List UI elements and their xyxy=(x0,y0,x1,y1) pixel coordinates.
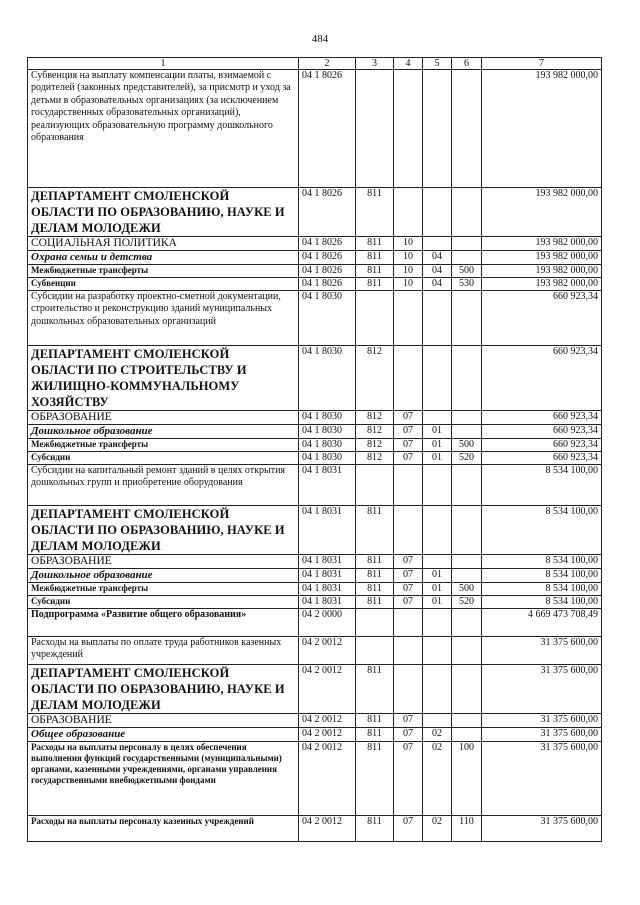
row-department-code-cell: 811 xyxy=(356,583,394,596)
table-row xyxy=(28,555,602,569)
row-target-code-cell: 04 2 0012 xyxy=(299,665,356,714)
table-row xyxy=(28,506,602,555)
row-target-code-cell: 04 1 8031 xyxy=(299,583,356,596)
row-name-cell: Субсидии xyxy=(28,596,299,609)
row-department-code-cell xyxy=(356,609,394,637)
row-section-cell xyxy=(394,665,423,714)
row-department-code-cell xyxy=(356,291,394,346)
row-section-cell xyxy=(394,637,423,665)
row-subsection-cell xyxy=(423,411,452,425)
row-amount-cell: 8 534 100,00 xyxy=(482,465,602,506)
row-amount-cell: 8 534 100,00 xyxy=(482,569,602,583)
table-row xyxy=(28,609,602,637)
table-row xyxy=(28,569,602,583)
row-name-cell: ДЕПАРТАМЕНТ СМОЛЕНСКОЙ ОБЛАСТИ ПО ОБРАЗОВАНИЮ, НАУКЕ И ДЕЛАМ МОЛОДЕЖИ xyxy=(28,506,299,555)
row-amount-cell: 31 375 600,00 xyxy=(482,714,602,728)
row-subsection-cell: 02 xyxy=(423,742,452,816)
row-amount-cell: 660 923,34 xyxy=(482,291,602,346)
row-subsection-cell xyxy=(423,70,452,188)
row-section-cell: 07 xyxy=(394,583,423,596)
row-amount-cell: 193 982 000,00 xyxy=(482,251,602,265)
row-department-code-cell: 811 xyxy=(356,569,394,583)
row-section-cell: 07 xyxy=(394,596,423,609)
row-section-cell: 07 xyxy=(394,714,423,728)
row-expense-type-cell xyxy=(452,506,482,555)
row-expense-type-cell xyxy=(452,425,482,439)
row-department-code-cell: 812 xyxy=(356,346,394,411)
row-department-code-cell xyxy=(356,637,394,665)
row-name-cell: Охрана семьи и детства xyxy=(28,251,299,265)
row-expense-type-cell xyxy=(452,637,482,665)
row-subsection-cell: 01 xyxy=(423,569,452,583)
row-expense-type-cell xyxy=(452,609,482,637)
row-section-cell: 10 xyxy=(394,237,423,251)
table-row xyxy=(28,816,602,842)
table-row xyxy=(28,742,602,816)
row-subsection-cell: 02 xyxy=(423,816,452,842)
row-amount-cell: 8 534 100,00 xyxy=(482,506,602,555)
row-department-code-cell xyxy=(356,465,394,506)
row-name-cell: Межбюджетные трансферты xyxy=(28,265,299,278)
row-target-code-cell: 04 1 8030 xyxy=(299,452,356,465)
table-row xyxy=(28,291,602,346)
row-department-code-cell: 811 xyxy=(356,506,394,555)
row-name-cell: ОБРАЗОВАНИЕ xyxy=(28,555,299,569)
row-target-code-cell: 04 2 0000 xyxy=(299,609,356,637)
row-section-cell: 07 xyxy=(394,411,423,425)
row-target-code-cell: 04 1 8030 xyxy=(299,346,356,411)
row-subsection-cell: 01 xyxy=(423,425,452,439)
row-section-cell xyxy=(394,346,423,411)
table-row xyxy=(28,265,602,278)
row-section-cell: 07 xyxy=(394,569,423,583)
row-name-cell: Субсидии на капитальный ремонт зданий в целях открытия дошкольных групп и приобретение оборудования xyxy=(28,465,299,506)
row-amount-cell: 31 375 600,00 xyxy=(482,742,602,816)
row-name-cell: СОЦИАЛЬНАЯ ПОЛИТИКА xyxy=(28,237,299,251)
row-expense-type-cell: 530 xyxy=(452,278,482,291)
row-department-code-cell: 811 xyxy=(356,728,394,742)
row-department-code-cell: 811 xyxy=(356,265,394,278)
row-name-cell: Общее образование xyxy=(28,728,299,742)
row-target-code-cell: 04 1 8030 xyxy=(299,425,356,439)
row-amount-cell: 31 375 600,00 xyxy=(482,637,602,665)
table-row xyxy=(28,452,602,465)
header-col-3: 3 xyxy=(356,58,394,70)
row-expense-type-cell xyxy=(452,714,482,728)
row-amount-cell: 660 923,34 xyxy=(482,439,602,452)
row-expense-type-cell xyxy=(452,665,482,714)
row-amount-cell: 31 375 600,00 xyxy=(482,665,602,714)
table-row xyxy=(28,278,602,291)
row-department-code-cell: 812 xyxy=(356,439,394,452)
row-amount-cell: 8 534 100,00 xyxy=(482,555,602,569)
row-expense-type-cell xyxy=(452,411,482,425)
row-amount-cell: 4 669 473 708,49 xyxy=(482,609,602,637)
row-section-cell: 07 xyxy=(394,439,423,452)
row-name-cell: ДЕПАРТАМЕНТ СМОЛЕНСКОЙ ОБЛАСТИ ПО СТРОИТЕЛЬСТВУ И ЖИЛИЩНО-КОММУНАЛЬНОМУ ХОЗЯЙСТВУ xyxy=(28,346,299,411)
header-col-2: 2 xyxy=(299,58,356,70)
row-name-cell: Расходы на выплаты персоналу в целях обеспечения выполнения функций государственными (муниципальными) органами, казенными учреждениями, органами управления государственными внебюджетными фондами xyxy=(28,742,299,816)
row-section-cell: 10 xyxy=(394,278,423,291)
row-target-code-cell: 04 1 8026 xyxy=(299,265,356,278)
header-col-1: 1 xyxy=(28,58,299,70)
row-section-cell: 07 xyxy=(394,742,423,816)
row-section-cell: 10 xyxy=(394,251,423,265)
row-section-cell xyxy=(394,70,423,188)
row-department-code-cell: 811 xyxy=(356,665,394,714)
row-target-code-cell: 04 2 0012 xyxy=(299,728,356,742)
row-target-code-cell: 04 1 8030 xyxy=(299,291,356,346)
row-target-code-cell: 04 1 8026 xyxy=(299,278,356,291)
table-row xyxy=(28,583,602,596)
row-subsection-cell: 01 xyxy=(423,583,452,596)
row-expense-type-cell: 520 xyxy=(452,596,482,609)
row-expense-type-cell xyxy=(452,291,482,346)
row-subsection-cell: 01 xyxy=(423,596,452,609)
row-expense-type-cell xyxy=(452,555,482,569)
row-department-code-cell: 811 xyxy=(356,251,394,265)
row-subsection-cell: 04 xyxy=(423,278,452,291)
row-name-cell: Субсидии xyxy=(28,452,299,465)
row-name-cell: ОБРАЗОВАНИЕ xyxy=(28,714,299,728)
table-row xyxy=(28,411,602,425)
row-name-cell: Субсидии на разработку проектно-сметной документации, строительство и реконструкцию зданий муниципальных дошкольных образовательных организаций xyxy=(28,291,299,346)
row-target-code-cell: 04 1 8030 xyxy=(299,411,356,425)
row-name-cell: Дошкольное образование xyxy=(28,569,299,583)
row-amount-cell: 660 923,34 xyxy=(482,425,602,439)
row-section-cell: 07 xyxy=(394,425,423,439)
row-expense-type-cell xyxy=(452,569,482,583)
row-name-cell: ОБРАЗОВАНИЕ xyxy=(28,411,299,425)
row-target-code-cell: 04 2 0012 xyxy=(299,637,356,665)
header-col-4: 4 xyxy=(394,58,423,70)
page-number: 484 xyxy=(311,33,329,45)
row-expense-type-cell: 110 xyxy=(452,816,482,842)
row-department-code-cell: 812 xyxy=(356,425,394,439)
row-department-code-cell: 811 xyxy=(356,742,394,816)
row-subsection-cell xyxy=(423,188,452,237)
row-target-code-cell: 04 1 8026 xyxy=(299,237,356,251)
row-section-cell xyxy=(394,188,423,237)
row-expense-type-cell: 500 xyxy=(452,439,482,452)
row-expense-type-cell: 520 xyxy=(452,452,482,465)
row-amount-cell: 193 982 000,00 xyxy=(482,278,602,291)
row-expense-type-cell xyxy=(452,237,482,251)
row-department-code-cell: 811 xyxy=(356,816,394,842)
row-amount-cell: 660 923,34 xyxy=(482,452,602,465)
table-row xyxy=(28,596,602,609)
row-expense-type-cell xyxy=(452,251,482,265)
row-name-cell: Межбюджетные трансферты xyxy=(28,439,299,452)
table-row xyxy=(28,251,602,265)
row-amount-cell: 31 375 600,00 xyxy=(482,816,602,842)
row-subsection-cell: 02 xyxy=(423,728,452,742)
row-name-cell: ДЕПАРТАМЕНТ СМОЛЕНСКОЙ ОБЛАСТИ ПО ОБРАЗОВАНИЮ, НАУКЕ И ДЕЛАМ МОЛОДЕЖИ xyxy=(28,665,299,714)
row-expense-type-cell: 500 xyxy=(452,583,482,596)
row-target-code-cell: 04 1 8030 xyxy=(299,439,356,452)
row-department-code-cell: 812 xyxy=(356,452,394,465)
row-subsection-cell xyxy=(423,665,452,714)
row-name-cell: Субвенции xyxy=(28,278,299,291)
row-section-cell xyxy=(394,465,423,506)
row-amount-cell: 660 923,34 xyxy=(482,411,602,425)
row-target-code-cell: 04 1 8031 xyxy=(299,555,356,569)
table-row xyxy=(28,665,602,714)
row-section-cell: 07 xyxy=(394,816,423,842)
row-name-cell: Межбюджетные трансферты xyxy=(28,583,299,596)
row-subsection-cell: 04 xyxy=(423,265,452,278)
row-department-code-cell: 812 xyxy=(356,411,394,425)
table-row xyxy=(28,70,602,188)
table-row xyxy=(28,714,602,728)
row-amount-cell: 8 534 100,00 xyxy=(482,596,602,609)
row-amount-cell: 8 534 100,00 xyxy=(482,583,602,596)
row-target-code-cell: 04 1 8026 xyxy=(299,251,356,265)
header-col-6: 6 xyxy=(452,58,482,70)
row-department-code-cell: 811 xyxy=(356,237,394,251)
row-name-cell: ДЕПАРТАМЕНТ СМОЛЕНСКОЙ ОБЛАСТИ ПО ОБРАЗОВАНИЮ, НАУКЕ И ДЕЛАМ МОЛОДЕЖИ xyxy=(28,188,299,237)
budget-table xyxy=(27,57,602,842)
header-col-7: 7 xyxy=(482,58,602,70)
table-row xyxy=(28,439,602,452)
row-name-cell: Субвенция на выплату компенсации платы, взимаемой с родителей (законных представителей), за присмотр и уход за детьми в образовательных организациях (за исключением государственных образовательных организаций), реализующих образовательную программу дошкольного образования xyxy=(28,70,299,188)
row-subsection-cell: 04 xyxy=(423,251,452,265)
table-row xyxy=(28,237,602,251)
row-expense-type-cell: 100 xyxy=(452,742,482,816)
row-section-cell xyxy=(394,506,423,555)
row-expense-type-cell xyxy=(452,346,482,411)
row-expense-type-cell xyxy=(452,188,482,237)
table-row xyxy=(28,728,602,742)
row-expense-type-cell xyxy=(452,728,482,742)
row-target-code-cell: 04 1 8026 xyxy=(299,188,356,237)
row-subsection-cell xyxy=(423,237,452,251)
row-department-code-cell: 811 xyxy=(356,555,394,569)
row-expense-type-cell xyxy=(452,70,482,188)
row-target-code-cell: 04 1 8031 xyxy=(299,596,356,609)
row-section-cell xyxy=(394,609,423,637)
row-subsection-cell xyxy=(423,637,452,665)
row-subsection-cell xyxy=(423,346,452,411)
row-amount-cell: 31 375 600,00 xyxy=(482,728,602,742)
table-row xyxy=(28,465,602,506)
row-subsection-cell: 01 xyxy=(423,452,452,465)
row-department-code-cell: 811 xyxy=(356,188,394,237)
header-col-5: 5 xyxy=(423,58,452,70)
row-section-cell: 07 xyxy=(394,555,423,569)
row-target-code-cell: 04 2 0012 xyxy=(299,816,356,842)
row-subsection-cell: 01 xyxy=(423,439,452,452)
row-expense-type-cell xyxy=(452,465,482,506)
row-subsection-cell xyxy=(423,555,452,569)
table-row xyxy=(28,346,602,411)
row-section-cell: 10 xyxy=(394,265,423,278)
row-section-cell: 07 xyxy=(394,728,423,742)
row-target-code-cell: 04 1 8031 xyxy=(299,506,356,555)
row-department-code-cell: 811 xyxy=(356,278,394,291)
row-name-cell: Расходы на выплаты по оплате труда работников казенных учреждений xyxy=(28,637,299,665)
row-expense-type-cell: 500 xyxy=(452,265,482,278)
row-subsection-cell xyxy=(423,291,452,346)
row-amount-cell: 660 923,34 xyxy=(482,346,602,411)
row-name-cell: Подпрограмма «Развитие общего образования» xyxy=(28,609,299,637)
table-row xyxy=(28,637,602,665)
row-target-code-cell: 04 1 8031 xyxy=(299,569,356,583)
row-section-cell: 07 xyxy=(394,452,423,465)
table-row xyxy=(28,425,602,439)
row-department-code-cell: 811 xyxy=(356,714,394,728)
table-row xyxy=(28,188,602,237)
row-subsection-cell xyxy=(423,465,452,506)
row-department-code-cell: 811 xyxy=(356,596,394,609)
row-amount-cell: 193 982 000,00 xyxy=(482,188,602,237)
row-target-code-cell: 04 1 8026 xyxy=(299,70,356,188)
row-name-cell: Дошкольное образование xyxy=(28,425,299,439)
table-header-row xyxy=(28,58,602,70)
row-name-cell: Расходы на выплаты персоналу казенных учреждений xyxy=(28,816,299,842)
row-department-code-cell xyxy=(356,70,394,188)
row-target-code-cell: 04 2 0012 xyxy=(299,742,356,816)
row-section-cell xyxy=(394,291,423,346)
row-amount-cell: 193 982 000,00 xyxy=(482,237,602,251)
row-subsection-cell xyxy=(423,609,452,637)
row-subsection-cell xyxy=(423,506,452,555)
row-target-code-cell: 04 1 8031 xyxy=(299,465,356,506)
row-amount-cell: 193 982 000,00 xyxy=(482,265,602,278)
row-target-code-cell: 04 2 0012 xyxy=(299,714,356,728)
row-subsection-cell xyxy=(423,714,452,728)
row-amount-cell: 193 982 000,00 xyxy=(482,70,602,188)
